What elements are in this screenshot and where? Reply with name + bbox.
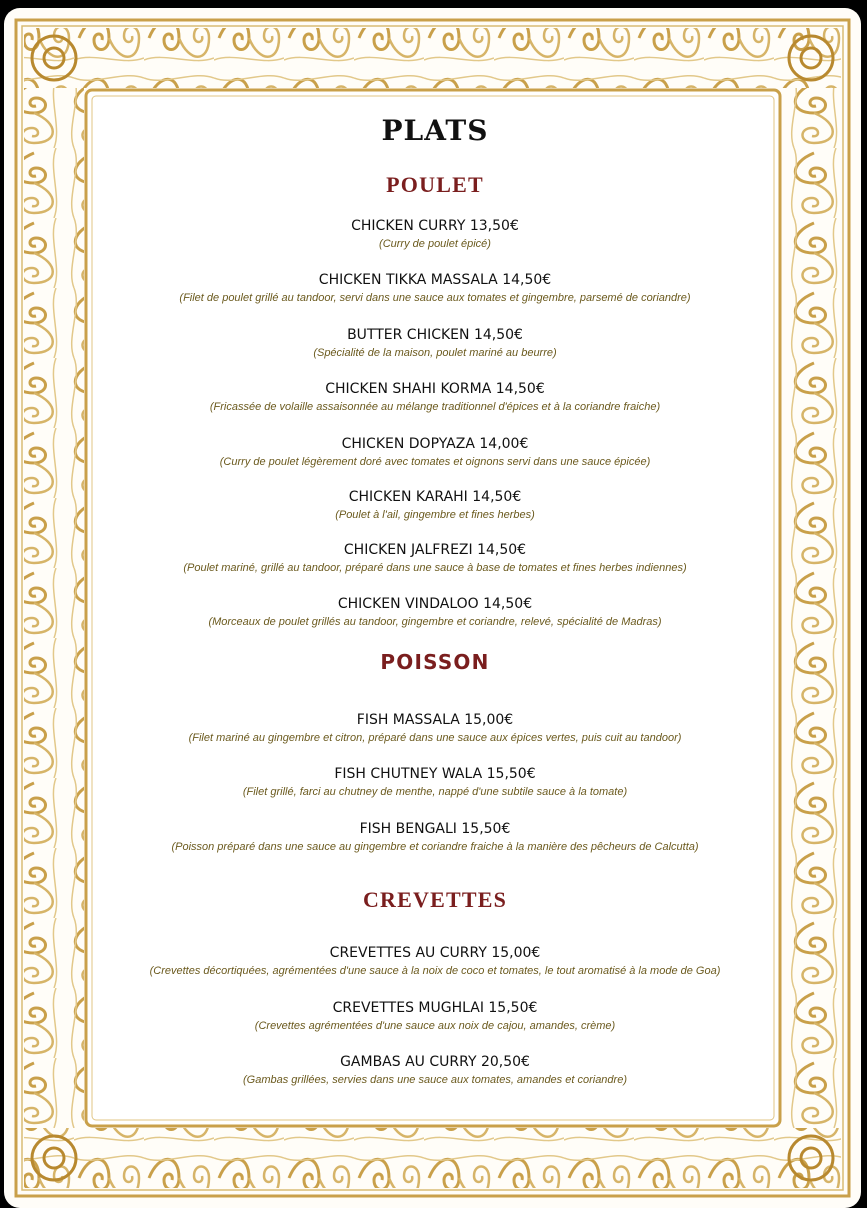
item-name: CHICKEN JALFREZI 14,50€ — [343, 542, 527, 558]
section-title-poisson: POISSON — [380, 650, 490, 674]
item-description: (Filet mariné au gingembre et citron, préparé dans une sauce aux épices vertes, puis cuit au tandoor) — [188, 732, 682, 744]
item-name: CHICKEN KARAHI 14,50€ — [348, 489, 522, 505]
item-description: (Curry de poulet légèrement doré avec tomates et oignons servi dans une sauce épicée) — [219, 456, 651, 468]
item-name: CHICKEN CURRY 13,50€ — [351, 218, 519, 234]
item-description: (Fricassée de volaille assaisonnée au mélange traditionnel d'épices et à la coriandre fraiche) — [209, 401, 661, 413]
menu-item — [90, 434, 780, 470]
item-description: (Poulet mariné, grillé au tandoor, préparé dans une sauce à base de tomates et fines herbes indiennes) — [183, 562, 687, 574]
menu-item — [90, 270, 780, 306]
item-name: CHICKEN DOPYAZA 14,00€ — [341, 436, 529, 452]
item-name: BUTTER CHICKEN 14,50€ — [347, 327, 523, 343]
menu-item — [90, 487, 780, 523]
item-name: CHICKEN VINDALOO 14,50€ — [337, 596, 533, 612]
menu-item — [90, 819, 780, 855]
item-name: GAMBAS AU CURRY 20,50€ — [340, 1054, 530, 1070]
menu-item — [90, 325, 780, 361]
item-description: (Crevettes décortiquées, agrémentées d'une sauce à la noix de coco et tomates, le tout aromatisé à la mode de Goa) — [149, 965, 721, 977]
section-title-poulet: POULET — [386, 172, 484, 197]
menu-item — [90, 998, 780, 1034]
menu-item — [90, 710, 780, 746]
item-name: CHICKEN TIKKA MASSALA 14,50€ — [318, 272, 552, 288]
item-description: (Curry de poulet épicé) — [379, 238, 491, 250]
item-name: FISH BENGALI 15,50€ — [359, 821, 511, 837]
item-description: (Filet grillé, farci au chutney de menthe, nappé d'une subtile sauce à la tomate) — [242, 786, 628, 798]
menu-title: PLATS — [381, 114, 489, 147]
menu-page — [4, 8, 861, 1208]
item-description: (Poulet à l'ail, gingembre et fines herbes) — [335, 509, 535, 521]
section-title-crevettes: CREVETTES — [362, 887, 508, 912]
item-description: (Poisson préparé dans une sauce au gingembre et coriandre fraiche à la manière des pêcheurs de Calcutta) — [171, 841, 699, 853]
item-name: CHICKEN SHAHI KORMA 14,50€ — [325, 381, 545, 397]
menu-item — [90, 943, 780, 979]
menu-content — [90, 92, 780, 1126]
item-name: FISH CHUTNEY WALA 15,50€ — [334, 766, 536, 782]
item-description: (Morceaux de poulet grillés au tandoor, gingembre et coriandre, relevé, spécialité de Madras) — [208, 616, 662, 628]
item-name: CREVETTES MUGHLAI 15,50€ — [332, 1000, 538, 1016]
menu-item — [90, 594, 780, 630]
menu-item — [90, 1052, 780, 1088]
item-description: (Spécialité de la maison, poulet mariné au beurre) — [313, 347, 557, 359]
menu-item — [90, 379, 780, 415]
item-description: (Filet de poulet grillé au tandoor, servi dans une sauce aux tomates et gingembre, parsemé de coriandre) — [179, 292, 691, 304]
item-name: FISH MASSALA 15,00€ — [356, 712, 514, 728]
menu-item — [90, 216, 780, 252]
item-description: (Gambas grillées, servies dans une sauce aux tomates, amandes et coriandre) — [243, 1074, 627, 1086]
item-name: CREVETTES AU CURRY 15,00€ — [329, 945, 541, 961]
item-description: (Crevettes agrémentées d'une sauce aux noix de cajou, amandes, crème) — [254, 1020, 616, 1032]
menu-item — [90, 764, 780, 800]
menu-item — [90, 540, 780, 576]
